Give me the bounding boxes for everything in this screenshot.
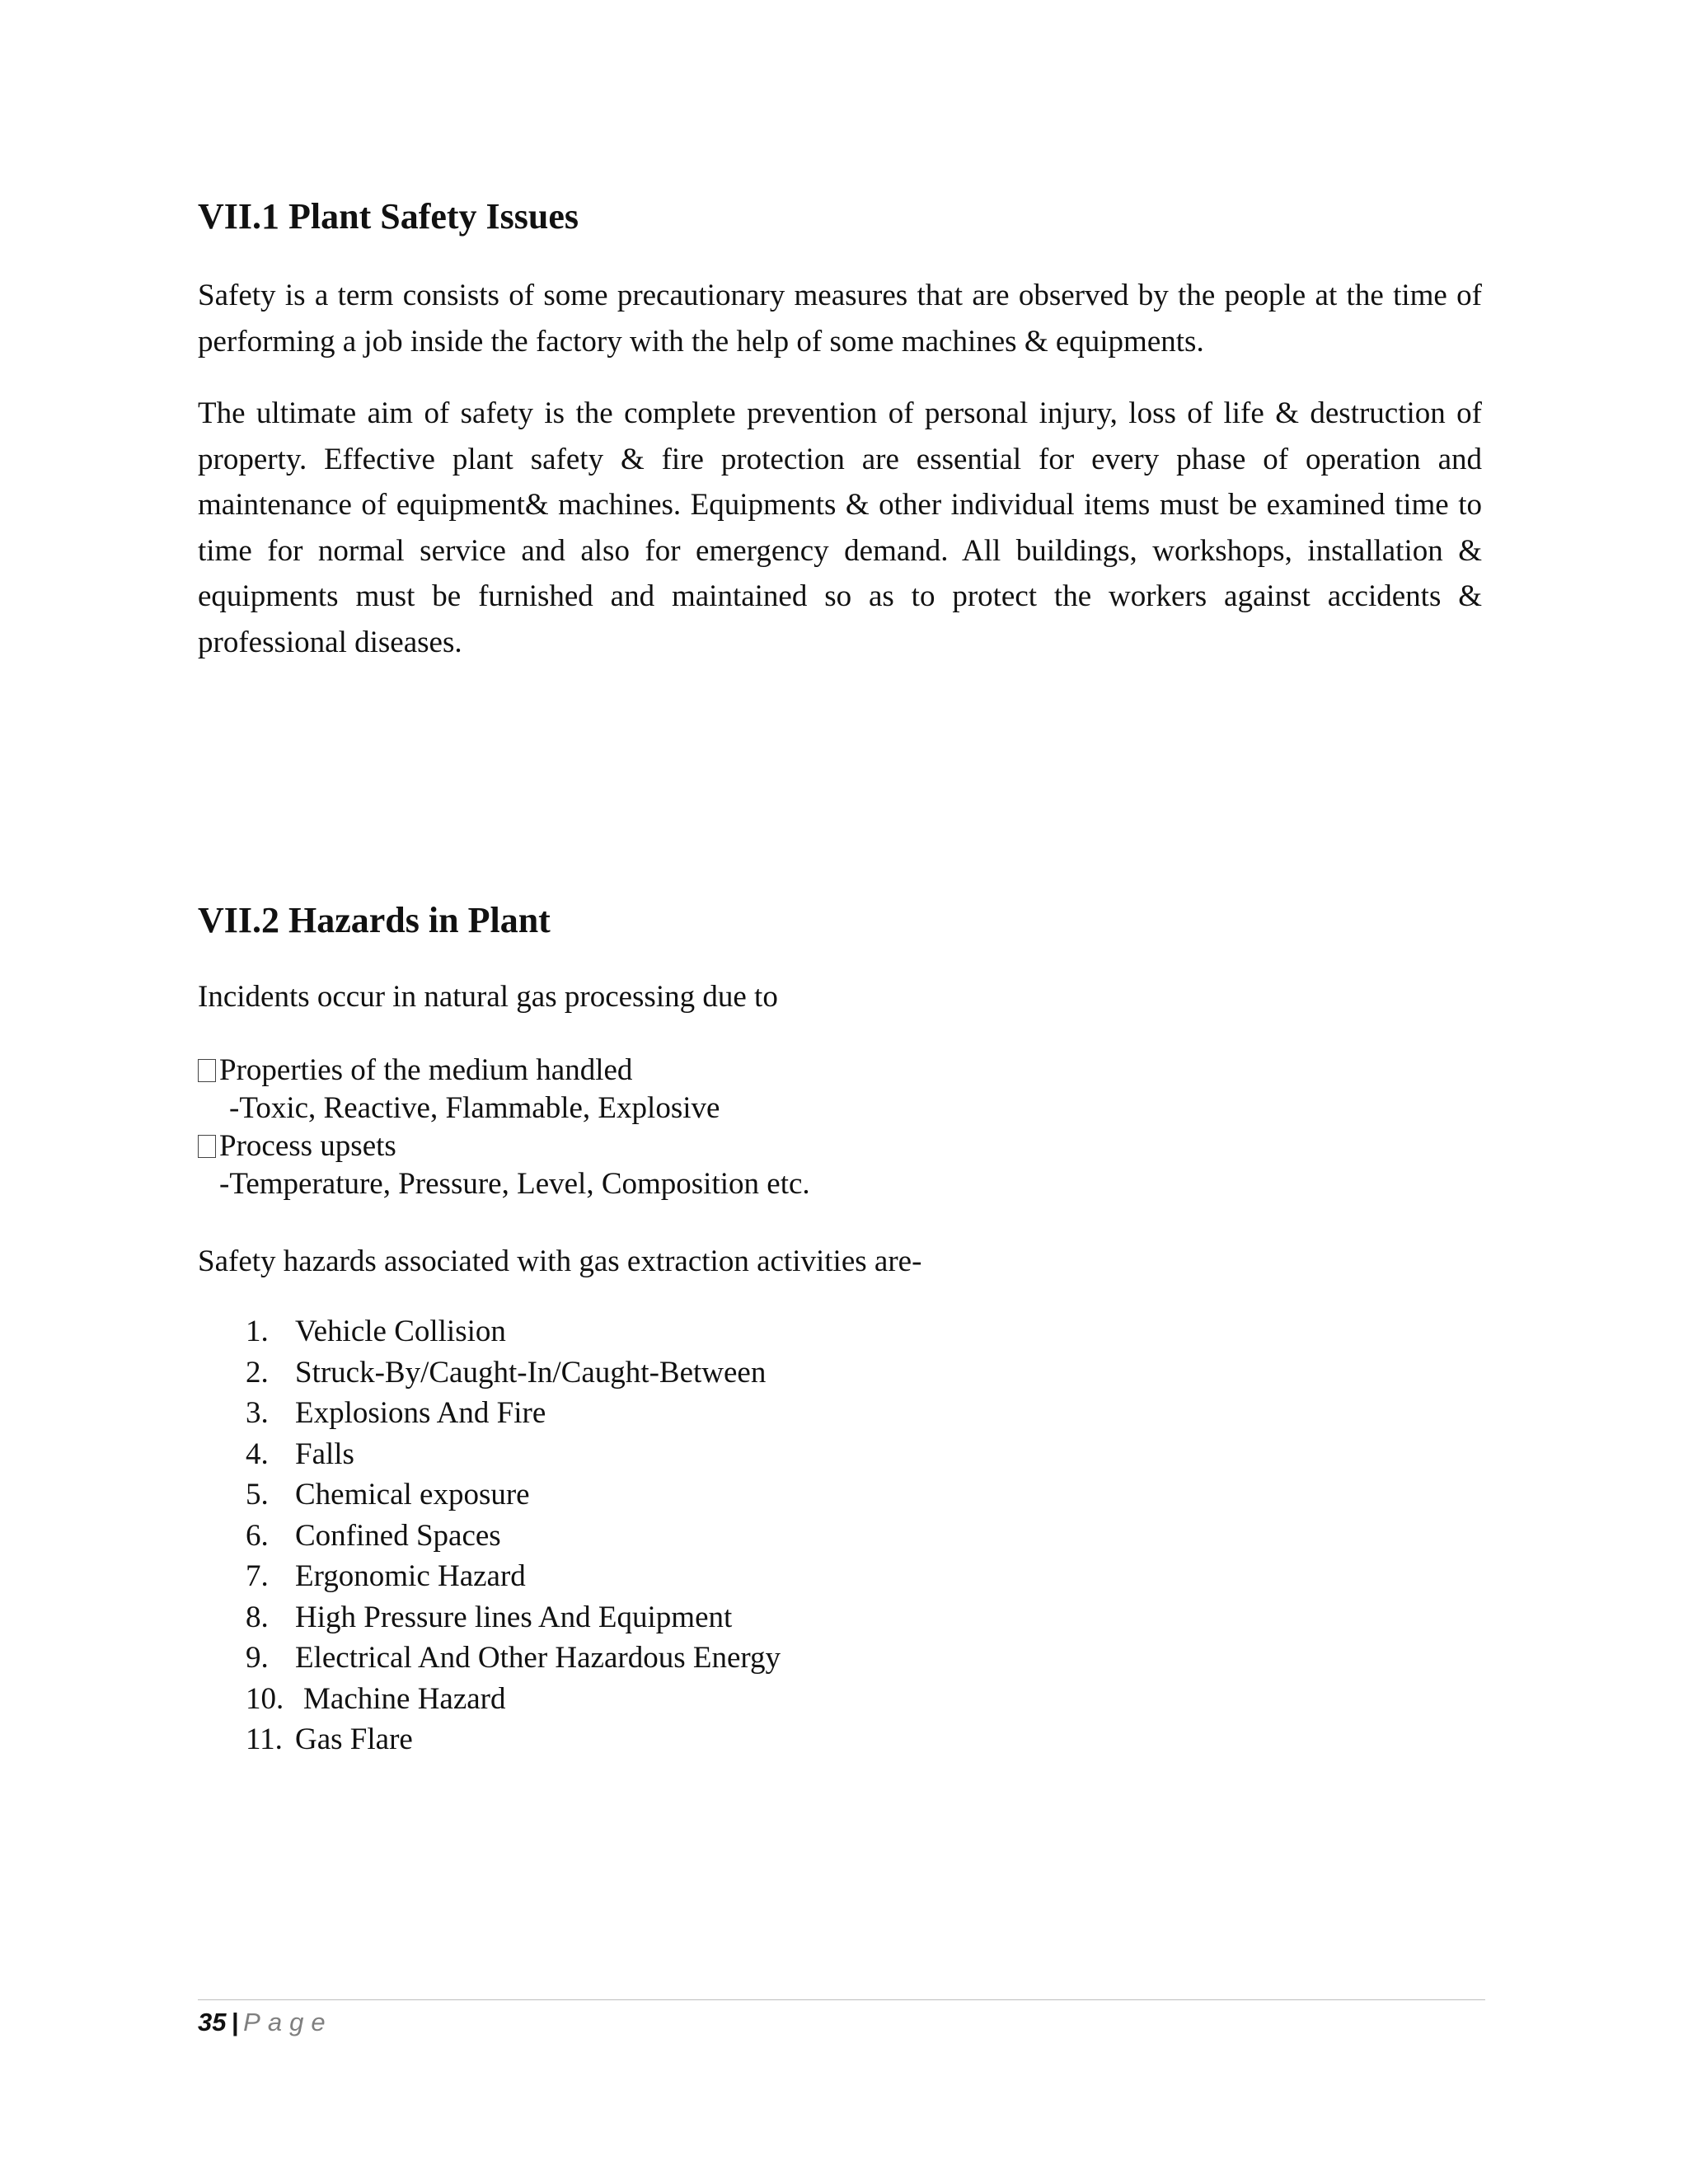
list-text: Ergonomic Hazard	[295, 1559, 526, 1593]
list-item	[246, 1474, 781, 1516]
list-item	[246, 1719, 781, 1760]
list-number: 2.	[246, 1355, 269, 1390]
hazards-list-intro: Safety hazards associated with gas extraction activities are-	[198, 1244, 922, 1278]
list-number: 8.	[246, 1600, 269, 1634]
hazards-intro-text: Incidents occur in natural gas processing due to	[198, 980, 778, 1014]
list-text: High Pressure lines And Equipment	[295, 1600, 733, 1634]
square-bullet-icon	[198, 1059, 216, 1082]
section-heading-hazards: VII.2 Hazards in Plant	[198, 900, 551, 940]
paragraph-safety-definition: Safety is a term consists of some precautionary measures that are observed by the people at the time of performing a job inside the factory with the help of some machines & equipments.	[198, 279, 1482, 359]
list-number: 1.	[246, 1315, 269, 1348]
list-item	[246, 1516, 781, 1557]
list-number: 9.	[246, 1641, 269, 1675]
list-text: Machine Hazard	[303, 1681, 506, 1716]
list-text: Confined Spaces	[295, 1518, 501, 1553]
page-number: 35	[198, 2008, 227, 2036]
paragraph-safety-aim: The ultimate aim of safety is the complete prevention of personal injury, loss of life & destruction of property. Effective plant safety & fire protection are essential for every phase of operation and maintenance of equipment& machines. Equipments & other individual items must be examined time to time for normal service and also for emergency demand. All buildings, workshops, installation & equipments must be furnished and maintained so as to protect the workers against accidents & professional diseases.	[198, 396, 1482, 659]
cause-item	[198, 1127, 396, 1165]
cause-label: Properties of the medium handled	[219, 1053, 633, 1087]
list-number: 7.	[246, 1559, 269, 1593]
list-number: 4.	[246, 1436, 269, 1471]
list-text: Struck-By/Caught-In/Caught-Between	[295, 1355, 767, 1390]
list-item	[246, 1556, 781, 1597]
list-item	[246, 1597, 781, 1638]
list-number: 10.	[246, 1681, 284, 1716]
list-item	[246, 1638, 781, 1679]
list-item	[246, 1393, 781, 1434]
cause-detail: -Toxic, Reactive, Flammable, Explosive	[229, 1091, 720, 1125]
list-number: 5.	[246, 1478, 269, 1511]
footer-divider	[198, 1999, 1485, 2000]
list-text: Gas Flare	[295, 1722, 413, 1756]
hazard-list	[246, 1311, 781, 1760]
list-number: 3.	[246, 1396, 269, 1430]
square-bullet-icon	[198, 1135, 216, 1158]
cause-item	[198, 1052, 632, 1090]
cause-label: Process upsets	[219, 1129, 396, 1163]
list-item	[246, 1434, 781, 1475]
list-text: Chemical exposure	[295, 1478, 530, 1511]
cause-detail: -Temperature, Pressure, Level, Composition etc.	[219, 1167, 810, 1201]
list-text: Electrical And Other Hazardous Energy	[295, 1641, 781, 1675]
list-text: Vehicle Collision	[295, 1315, 506, 1348]
list-number: 6.	[246, 1518, 269, 1553]
list-text: Falls	[295, 1436, 354, 1471]
list-item	[246, 1352, 781, 1394]
section-heading-plant-safety: VII.1 Plant Safety Issues	[198, 196, 579, 237]
page-label: Page	[243, 2008, 333, 2036]
list-item	[246, 1679, 781, 1720]
page-footer	[198, 2006, 333, 2039]
list-text: Explosions And Fire	[295, 1396, 546, 1430]
list-number: 11.	[246, 1722, 283, 1756]
list-item	[246, 1311, 781, 1352]
footer-separator: |	[231, 2008, 239, 2036]
